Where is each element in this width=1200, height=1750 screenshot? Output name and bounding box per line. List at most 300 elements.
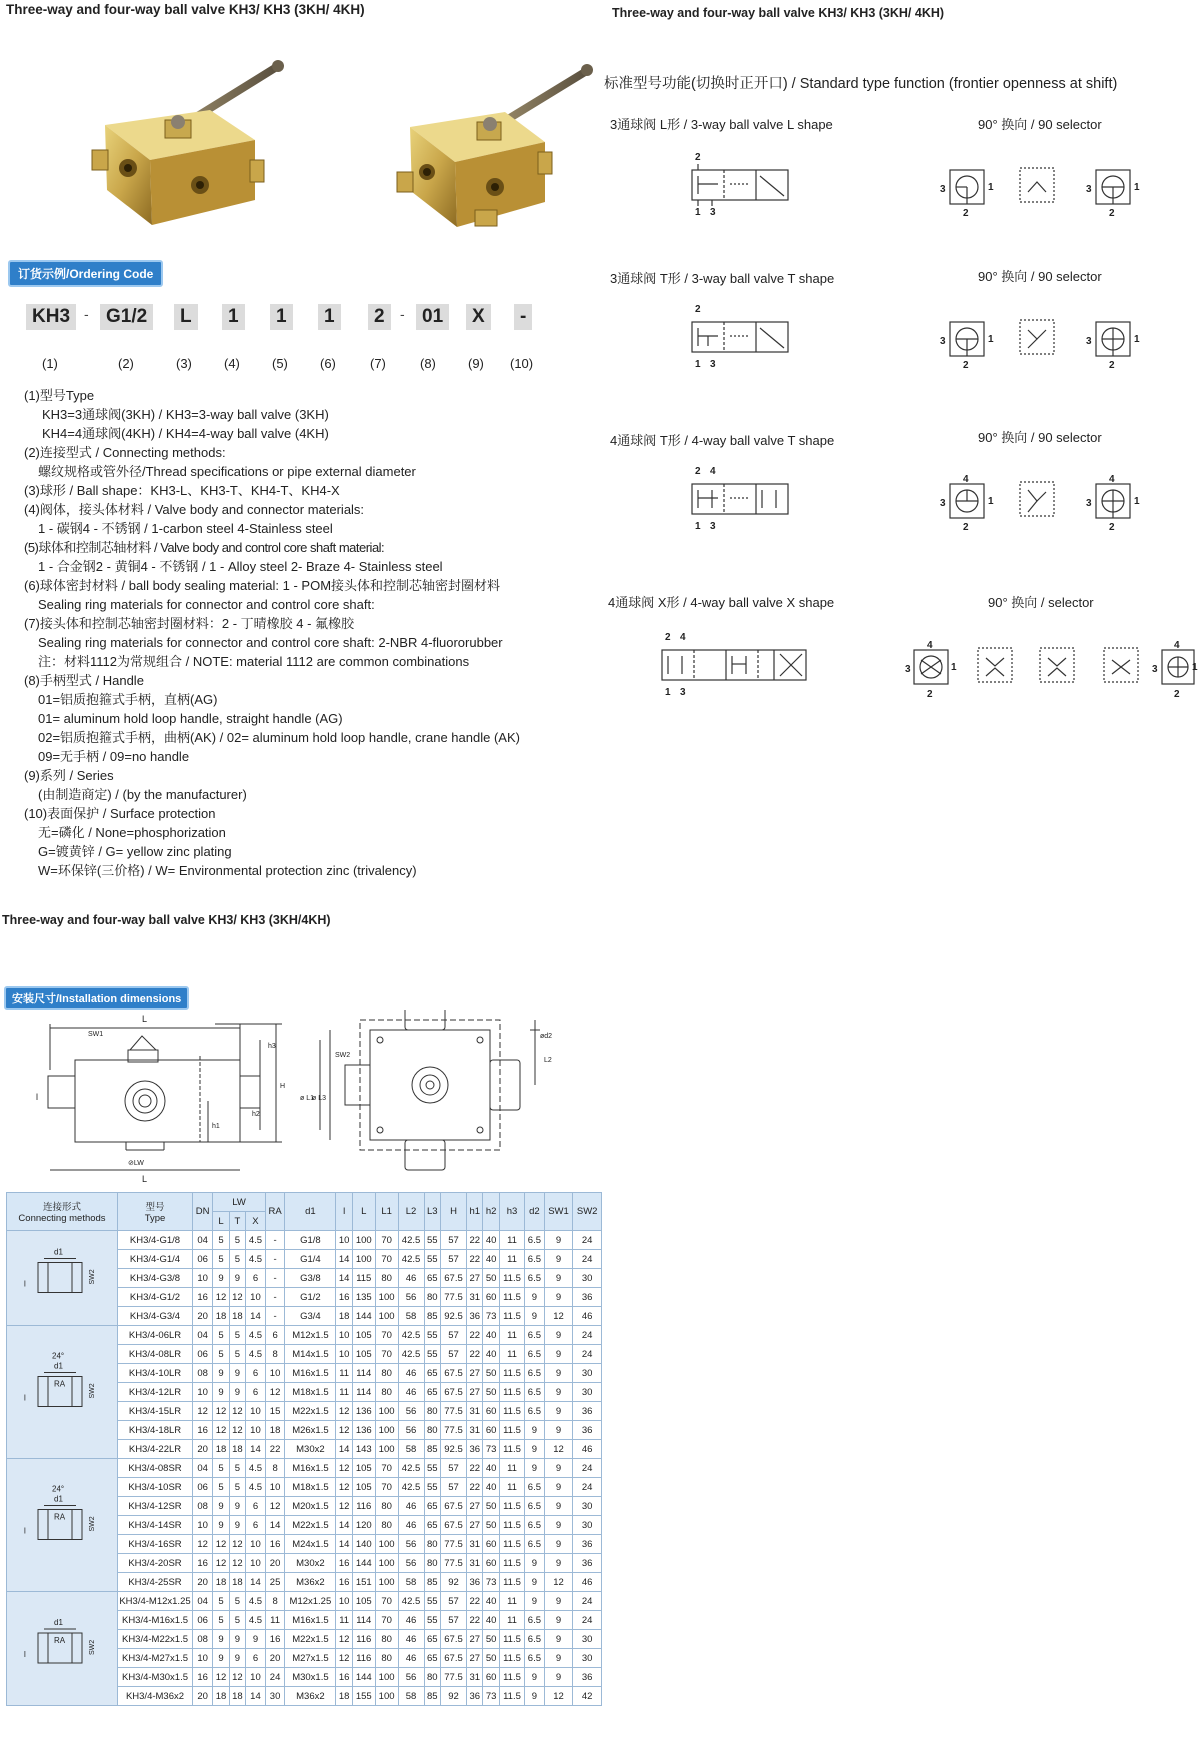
- table-cell: 67.5: [441, 1516, 467, 1535]
- table-cell: 6.5: [525, 1497, 545, 1516]
- table-cell: 06: [193, 1478, 213, 1497]
- table-cell: 9: [544, 1592, 573, 1611]
- table-cell: G1/2: [285, 1288, 336, 1307]
- table-cell: 12: [265, 1383, 285, 1402]
- port-label: 3: [940, 498, 946, 509]
- table-cell: 14: [246, 1573, 266, 1592]
- table-cell: 57: [441, 1592, 467, 1611]
- table-cell: 9: [525, 1421, 545, 1440]
- table-cell: 80: [375, 1497, 398, 1516]
- d1-label: d1: [54, 1361, 63, 1371]
- table-cell: 100: [375, 1421, 398, 1440]
- table-cell: 46: [398, 1649, 424, 1668]
- col-header: L1: [375, 1193, 398, 1231]
- code-ball-material: 1: [270, 304, 293, 330]
- port-label: 2: [927, 689, 933, 700]
- port-label: 4: [680, 632, 686, 643]
- table-cell: 11.5: [499, 1497, 524, 1516]
- table-cell: 85: [424, 1687, 440, 1706]
- symbol-3way-l-sel1: [950, 170, 984, 204]
- type-cell: KH3/4-15LR: [118, 1402, 193, 1421]
- table-cell: 10: [265, 1478, 285, 1497]
- sw2-label: SW2: [89, 1639, 96, 1655]
- table-cell: 12: [213, 1421, 229, 1440]
- table-cell: 14: [336, 1535, 352, 1554]
- table-cell: 36: [573, 1402, 602, 1421]
- table-cell: 40: [483, 1592, 499, 1611]
- table-cell: 30: [573, 1383, 602, 1402]
- table-cell: 9: [544, 1459, 573, 1478]
- desc-line: Sealing ring materials for connector and control core shaft:: [38, 597, 375, 612]
- connection-drawing: [10, 1326, 114, 1455]
- col-header-connection: [7, 1193, 118, 1231]
- table-cell: 100: [352, 1250, 375, 1269]
- dim-label: h3: [268, 1043, 276, 1050]
- table-cell: 18: [229, 1307, 245, 1326]
- table-cell: 11: [499, 1231, 524, 1250]
- l-label: l: [24, 1650, 26, 1659]
- angle-label: 24°: [52, 1484, 65, 1494]
- port-label: 3: [710, 207, 716, 218]
- table-cell: G1/8: [285, 1231, 336, 1250]
- table-cell: 16: [193, 1288, 213, 1307]
- table-cell: -: [265, 1231, 285, 1250]
- table-cell: 50: [483, 1516, 499, 1535]
- table-cell: 40: [483, 1250, 499, 1269]
- code-number: (2): [118, 356, 134, 371]
- table-cell: 77.5: [441, 1535, 467, 1554]
- table-cell: 6.5: [525, 1364, 545, 1383]
- table-cell: 24: [573, 1231, 602, 1250]
- col-header: d1: [285, 1193, 336, 1231]
- table-cell: 40: [483, 1345, 499, 1364]
- table-cell: 67.5: [441, 1364, 467, 1383]
- table-cell: 12: [229, 1554, 245, 1573]
- table-cell: 11: [499, 1459, 524, 1478]
- table-cell: 65: [424, 1649, 440, 1668]
- type-cell: KH3/4-10SR: [118, 1478, 193, 1497]
- col-header: h1: [467, 1193, 483, 1231]
- table-cell: 42.5: [398, 1250, 424, 1269]
- table-cell: 16: [336, 1554, 352, 1573]
- table-cell: 25: [265, 1573, 285, 1592]
- table-cell: 77.5: [441, 1668, 467, 1687]
- ra-label: RA: [54, 1512, 66, 1522]
- dim-label: ød2: [540, 1033, 553, 1040]
- table-cell: M22x1.5: [285, 1516, 336, 1535]
- table-cell: G3/4: [285, 1307, 336, 1326]
- col-header-type: [118, 1193, 193, 1231]
- table-cell: M36x2: [285, 1687, 336, 1706]
- table-cell: 9: [525, 1668, 545, 1687]
- table-cell: 46: [398, 1630, 424, 1649]
- table-cell: 105: [352, 1326, 375, 1345]
- table-cell: 6.5: [525, 1630, 545, 1649]
- table-cell: 9: [544, 1554, 573, 1573]
- table-cell: 10: [193, 1516, 213, 1535]
- table-cell: M20x1.5: [285, 1497, 336, 1516]
- table-cell: 9: [544, 1668, 573, 1687]
- type-cell: KH3/4-22LR: [118, 1440, 193, 1459]
- type-cell: KH3/4-M16x1.5: [118, 1611, 193, 1630]
- table-cell: M27x1.5: [285, 1649, 336, 1668]
- type-cell: KH3/4-G1/8: [118, 1231, 193, 1250]
- table-cell: 9: [525, 1459, 545, 1478]
- col-header: SW1: [544, 1193, 573, 1231]
- table-cell: 8: [265, 1592, 285, 1611]
- table-cell: M18x1.5: [285, 1478, 336, 1497]
- table-cell: 58: [398, 1573, 424, 1592]
- table-cell: 56: [398, 1288, 424, 1307]
- table-cell: 6.5: [525, 1649, 545, 1668]
- install-dimensions-badge: 安装尺寸/Installation dimensions: [4, 986, 189, 1010]
- connection-drawing-cell: [7, 1459, 118, 1592]
- type-cell: KH3/4-14SR: [118, 1516, 193, 1535]
- ordering-number-row: [26, 356, 566, 374]
- col-header: H: [441, 1193, 467, 1231]
- table-cell: 22: [467, 1345, 483, 1364]
- table-cell: 40: [483, 1326, 499, 1345]
- symbol-4way-t: [692, 484, 788, 514]
- table-cell: 55: [424, 1459, 440, 1478]
- table-cell: 30: [573, 1649, 602, 1668]
- table-cell: 4.5: [246, 1478, 266, 1497]
- table-cell: 55: [424, 1345, 440, 1364]
- table-cell: 9: [544, 1383, 573, 1402]
- table-cell: 12: [336, 1630, 352, 1649]
- type-cell: KH3/4-20SR: [118, 1554, 193, 1573]
- col-header: L2: [398, 1193, 424, 1231]
- port-label: 4: [963, 474, 969, 485]
- table-cell: 6.5: [525, 1402, 545, 1421]
- table-cell: 11.5: [499, 1440, 524, 1459]
- code-number: (10): [510, 356, 534, 371]
- dim-label: L: [142, 1014, 148, 1024]
- table-cell: M24x1.5: [285, 1535, 336, 1554]
- table-cell: M30x1.5: [285, 1668, 336, 1687]
- port-label: 2: [695, 304, 701, 315]
- table-cell: 5: [213, 1250, 229, 1269]
- table-cell: 18: [229, 1573, 245, 1592]
- table-cell: 77.5: [441, 1288, 467, 1307]
- table-cell: 105: [352, 1345, 375, 1364]
- table-cell: 67.5: [441, 1630, 467, 1649]
- port-label: 3: [710, 359, 716, 370]
- col-header: h2: [483, 1193, 499, 1231]
- table-cell: 4.5: [246, 1592, 266, 1611]
- function-label-3t: 3通球阀 T形 / 3-way ball valve T shape: [610, 271, 835, 286]
- table-cell: 50: [483, 1649, 499, 1668]
- table-cell: 18: [213, 1440, 229, 1459]
- code-number: (1): [42, 356, 58, 371]
- port-label: 2: [695, 152, 701, 163]
- desc-line: (6)球体密封材料 / ball body sealing material: 1 - POM接头体和控制芯轴密封圈材料: [24, 578, 501, 593]
- port-label: 1: [695, 207, 701, 218]
- table-cell: 5: [229, 1326, 245, 1345]
- table-cell: 5: [229, 1250, 245, 1269]
- table-cell: 12: [336, 1497, 352, 1516]
- table-cell: 04: [193, 1326, 213, 1345]
- table-cell: 42.5: [398, 1326, 424, 1345]
- port-label: 4: [1174, 640, 1180, 651]
- table-cell: 70: [375, 1326, 398, 1345]
- desc-line: KH4=4通球阀(4KH) / KH4=4-way ball valve (4KH): [42, 426, 329, 441]
- table-cell: 9: [544, 1250, 573, 1269]
- table-cell: 9: [229, 1649, 245, 1668]
- table-cell: 22: [467, 1326, 483, 1345]
- table-cell: 18: [213, 1573, 229, 1592]
- table-cell: 08: [193, 1497, 213, 1516]
- table-cell: 77.5: [441, 1402, 467, 1421]
- table-cell: 31: [467, 1421, 483, 1440]
- code-ball-shape: L: [174, 304, 198, 330]
- type-cell: KH3/4-M36x2: [118, 1687, 193, 1706]
- type-cell: KH3/4-G1/2: [118, 1288, 193, 1307]
- port-label: 3: [940, 336, 946, 347]
- table-cell: 50: [483, 1364, 499, 1383]
- table-cell: 100: [375, 1288, 398, 1307]
- table-cell: 8: [265, 1459, 285, 1478]
- table-cell: M14x1.5: [285, 1345, 336, 1364]
- table-cell: 5: [213, 1231, 229, 1250]
- port-label: 1: [988, 334, 994, 345]
- table-cell: 30: [573, 1516, 602, 1535]
- table-cell: 40: [483, 1478, 499, 1497]
- table-cell: 140: [352, 1535, 375, 1554]
- table-cell: 5: [213, 1478, 229, 1497]
- table-cell: 60: [483, 1668, 499, 1687]
- table-cell: 85: [424, 1440, 440, 1459]
- table-cell: 10: [336, 1326, 352, 1345]
- table-cell: 5: [213, 1611, 229, 1630]
- table-cell: 11.5: [499, 1269, 524, 1288]
- table-cell: G3/8: [285, 1269, 336, 1288]
- table-cell: 100: [375, 1440, 398, 1459]
- table-cell: 6.5: [525, 1383, 545, 1402]
- table-cell: 56: [398, 1421, 424, 1440]
- table-cell: 6.5: [525, 1326, 545, 1345]
- table-cell: 42.5: [398, 1459, 424, 1478]
- table-cell: 46: [398, 1364, 424, 1383]
- table-cell: 11.5: [499, 1668, 524, 1687]
- table-cell: 46: [398, 1516, 424, 1535]
- port-label: 1: [988, 496, 994, 507]
- function-label-4x: 4通球阀 X形 / 4-way ball valve X shape: [608, 595, 835, 610]
- table-cell: 12: [229, 1402, 245, 1421]
- table-cell: 11: [499, 1478, 524, 1497]
- table-cell: 9: [544, 1402, 573, 1421]
- type-cell: KH3/4-10LR: [118, 1364, 193, 1383]
- table-cell: 08: [193, 1364, 213, 1383]
- table-cell: 80: [375, 1649, 398, 1668]
- table-cell: 100: [375, 1687, 398, 1706]
- table-cell: 73: [483, 1440, 499, 1459]
- table-cell: 12: [213, 1402, 229, 1421]
- table-cell: G1/4: [285, 1250, 336, 1269]
- table-cell: 85: [424, 1573, 440, 1592]
- code-number: (6): [320, 356, 336, 371]
- table-cell: 144: [352, 1307, 375, 1326]
- col-header: L: [352, 1193, 375, 1231]
- table-cell: 10: [336, 1231, 352, 1250]
- table-cell: 9: [525, 1592, 545, 1611]
- symbol-3way-t-sel2: [1020, 320, 1054, 354]
- type-cell: KH3/4-06LR: [118, 1326, 193, 1345]
- port-label: 3: [905, 664, 911, 675]
- connection-drawing: [10, 1459, 114, 1588]
- table-cell: 30: [573, 1364, 602, 1383]
- col-header-label: 连接形式: [42, 1202, 81, 1213]
- desc-line: (2)连接型式 / Connecting methods:: [24, 445, 226, 460]
- table-cell: 11: [499, 1250, 524, 1269]
- table-cell: 14: [336, 1440, 352, 1459]
- connection-drawing-cell: [7, 1231, 118, 1326]
- table-cell: 65: [424, 1497, 440, 1516]
- table-cell: 04: [193, 1459, 213, 1478]
- table-cell: 5: [229, 1459, 245, 1478]
- table-cell: 18: [336, 1687, 352, 1706]
- table-row: [7, 1326, 602, 1345]
- table-cell: 24: [265, 1668, 285, 1687]
- table-cell: 11.5: [499, 1364, 524, 1383]
- port-label: 2: [695, 466, 701, 477]
- table-cell: 57: [441, 1611, 467, 1630]
- table-cell: 115: [352, 1269, 375, 1288]
- table-cell: 9: [525, 1554, 545, 1573]
- table-cell: 57: [441, 1459, 467, 1478]
- table-cell: 12: [229, 1668, 245, 1687]
- table-cell: 11: [336, 1383, 352, 1402]
- table-cell: 67.5: [441, 1497, 467, 1516]
- symbol-3way-t: [692, 322, 788, 352]
- table-cell: 5: [229, 1592, 245, 1611]
- table-cell: 10: [193, 1383, 213, 1402]
- valve-image-4way: [395, 52, 625, 242]
- table-cell: 80: [424, 1421, 440, 1440]
- table-cell: 56: [398, 1402, 424, 1421]
- code-connection: G1/2: [100, 304, 153, 330]
- table-cell: 9: [525, 1307, 545, 1326]
- table-cell: 92.5: [441, 1440, 467, 1459]
- table-cell: 12: [265, 1497, 285, 1516]
- top-view-drawing: [320, 1010, 540, 1170]
- table-cell: 70: [375, 1592, 398, 1611]
- desc-line: G=镀黄锌 / G= yellow zinc plating: [38, 844, 232, 859]
- table-cell: -: [265, 1269, 285, 1288]
- table-cell: 20: [193, 1440, 213, 1459]
- table-cell: 9: [229, 1364, 245, 1383]
- port-label: 1: [665, 687, 671, 698]
- table-cell: 70: [375, 1345, 398, 1364]
- desc-line: (1)型号Type: [24, 388, 95, 403]
- port-label: 4: [927, 640, 933, 651]
- port-label: 1: [695, 521, 701, 532]
- table-cell: 42.5: [398, 1592, 424, 1611]
- table-cell: 24: [573, 1345, 602, 1364]
- table-cell: 6: [246, 1364, 266, 1383]
- table-cell: 11: [499, 1345, 524, 1364]
- table-cell: 60: [483, 1288, 499, 1307]
- type-cell: KH3/4-G3/8: [118, 1269, 193, 1288]
- table-cell: 5: [229, 1611, 245, 1630]
- table-cell: 9: [544, 1630, 573, 1649]
- table-cell: 36: [467, 1687, 483, 1706]
- col-header-label: 型号: [145, 1202, 165, 1213]
- table-cell: 9: [544, 1611, 573, 1630]
- port-label: 1: [988, 182, 994, 193]
- table-cell: 100: [375, 1573, 398, 1592]
- table-cell: 40: [483, 1459, 499, 1478]
- table-cell: 46: [398, 1383, 424, 1402]
- table-cell: 27: [467, 1269, 483, 1288]
- table-cell: 65: [424, 1383, 440, 1402]
- table-cell: 12: [193, 1535, 213, 1554]
- port-label: 2: [963, 208, 969, 219]
- ordering-description: [24, 386, 604, 880]
- table-cell: 80: [375, 1516, 398, 1535]
- table-cell: 11.5: [499, 1516, 524, 1535]
- table-cell: 56: [398, 1535, 424, 1554]
- table-cell: 9: [229, 1383, 245, 1402]
- table-cell: 114: [352, 1364, 375, 1383]
- table-cell: 31: [467, 1402, 483, 1421]
- dim-label: h2: [252, 1111, 260, 1118]
- table-cell: 27: [467, 1383, 483, 1402]
- code-series: X: [466, 304, 491, 330]
- table-cell: 30: [265, 1687, 285, 1706]
- table-cell: 20: [193, 1687, 213, 1706]
- table-cell: 11.5: [499, 1687, 524, 1706]
- table-cell: M16x1.5: [285, 1611, 336, 1630]
- table-row: [7, 1592, 602, 1611]
- code-number: (5): [272, 356, 288, 371]
- desc-line: (8)手柄型式 / Handle: [24, 673, 144, 688]
- table-cell: 5: [213, 1345, 229, 1364]
- table-cell: 22: [467, 1478, 483, 1497]
- table-cell: 11.5: [499, 1288, 524, 1307]
- table-cell: 42.5: [398, 1231, 424, 1250]
- table-cell: 31: [467, 1554, 483, 1573]
- table-cell: 55: [424, 1231, 440, 1250]
- ordering-code-badge: 订货示例/Ordering Code: [8, 260, 163, 287]
- table-cell: M12x1.25: [285, 1592, 336, 1611]
- table-cell: 9: [544, 1269, 573, 1288]
- table-cell: 80: [424, 1668, 440, 1687]
- table-cell: 12: [336, 1649, 352, 1668]
- desc-line: 螺纹规格或管外径/Thread specifications or pipe external diameter: [38, 464, 416, 479]
- desc-line: 注：材料1112为常规组合 / NOTE: material 1112 are common combinations: [38, 654, 470, 669]
- table-cell: 12: [213, 1668, 229, 1687]
- table-cell: 40: [483, 1611, 499, 1630]
- desc-line: 02=铝质抱箍式手柄，曲柄(AK) / 02= aluminum hold loop handle, crane handle (AK): [38, 730, 520, 745]
- table-cell: 4.5: [246, 1611, 266, 1630]
- dimensions-table-wrapper: [6, 1192, 602, 1706]
- symbol-3way-l: [692, 164, 788, 206]
- table-cell: 57: [441, 1345, 467, 1364]
- ordering-code-row: [26, 304, 586, 328]
- function-header: 标准型号功能(切换时正开口) / Standard type function (frontier openness at shift): [604, 76, 1118, 92]
- table-cell: 20: [193, 1573, 213, 1592]
- table-cell: 100: [375, 1535, 398, 1554]
- code-handle: 01: [416, 304, 449, 330]
- port-label: 1: [951, 662, 957, 673]
- table-cell: 5: [213, 1592, 229, 1611]
- table-cell: 20: [265, 1554, 285, 1573]
- col-header-label: Type: [144, 1213, 166, 1224]
- table-cell: 10: [193, 1649, 213, 1668]
- symbol-4way-x-sel1: [914, 650, 948, 684]
- symbol-3way-l-sel3: [1096, 170, 1130, 204]
